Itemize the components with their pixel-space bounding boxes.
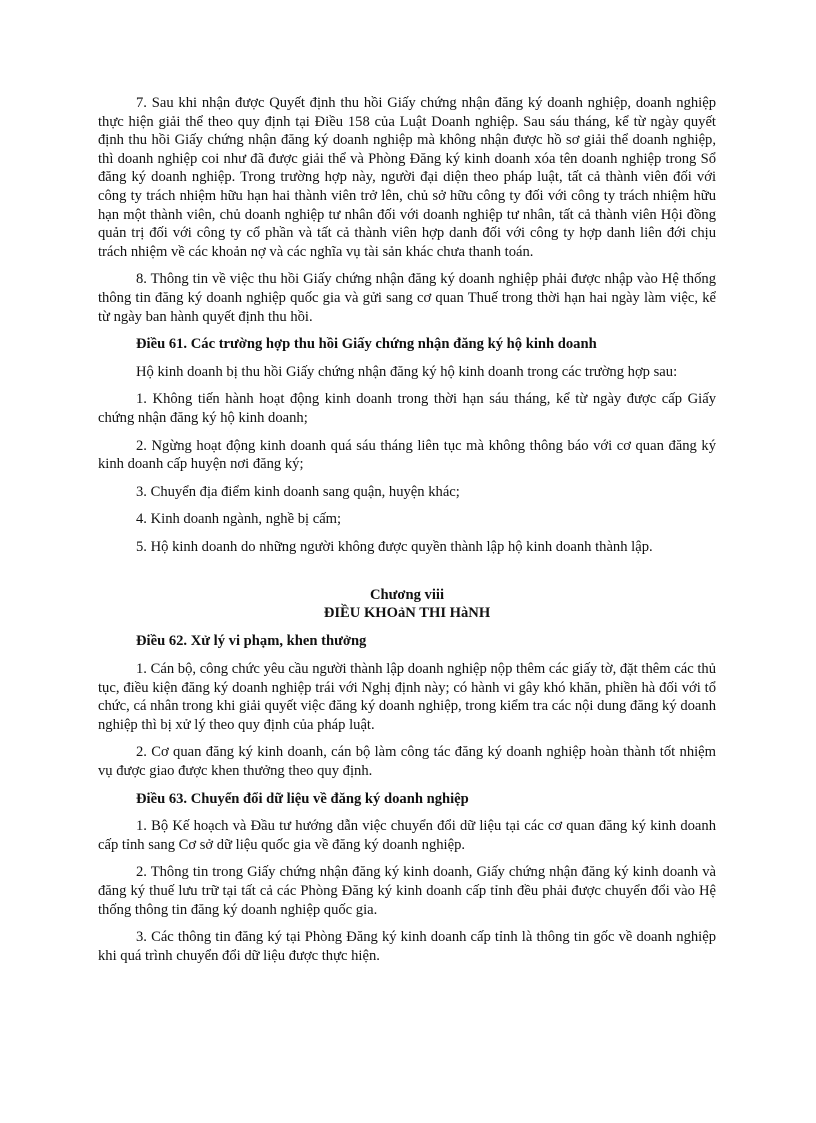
article-61-item-1: 1. Không tiến hành hoạt động kinh doanh trong thời hạn sáu tháng, kể từ ngày được cấp Giấy chứng nhận đăng ký hộ kinh doanh; bbox=[98, 391, 716, 426]
article-61-item-3: 3. Chuyển địa điểm kinh doanh sang quận, huyện khác; bbox=[136, 483, 460, 500]
article-63-item-2: 2. Thông tin trong Giấy chứng nhận đăng ký kinh doanh, Giấy chứng nhận đăng ký kinh doanh và đăng ký thuế lưu trữ tại tất cả các Phòng Đăng ký kinh doanh cấp tỉnh đều phải được chuyển đổi vào Hệ thống thông tin đăng ký doanh nghiệp quốc gia. bbox=[98, 864, 716, 918]
article-63-item-1: 1. Bộ Kế hoạch và Đầu tư hướng dẫn việc chuyển đổi dữ liệu tại các cơ quan đăng ký kinh doanh cấp tỉnh sang Cơ sở dữ liệu quốc gia về đăng ký doanh nghiệp. bbox=[98, 818, 716, 853]
article-61-item-4: 4. Kinh doanh ngành, nghề bị cấm; bbox=[136, 511, 342, 528]
article-62-heading: Điều 62. Xử lý vi phạm, khen thưởng bbox=[136, 633, 367, 650]
chapter-title: ĐIỀU KHOảN THI HàNH bbox=[323, 605, 491, 622]
article-61-intro: Hộ kinh doanh bị thu hồi Giấy chứng nhận đăng ký hộ kinh doanh trong các trường hợp sau: bbox=[136, 363, 678, 380]
article-62-item-1: 1. Cán bộ, công chức yêu cầu người thành lập doanh nghiệp nộp thêm các giấy tờ, đặt thêm các thủ tục, điều kiện đăng ký doanh nghiệp trái với Nghị định này; có hành vi gây khó khăn, phiền hà đối với tổ chức, cá nhân trong khi giải quyết việc đăng ký doanh nghiệp, trong kiểm tra các nội dung đăng ký doanh nghiệp thì bị xử lý theo quy định của pháp luật. bbox=[98, 661, 716, 733]
article-61-heading: Điều 61. Các trường hợp thu hồi Giấy chứng nhận đăng ký hộ kinh doanh bbox=[136, 336, 597, 353]
chapter-number: Chương viii bbox=[369, 587, 445, 604]
paragraph-7: 7. Sau khi nhận được Quyết định thu hồi Giấy chứng nhận đăng ký doanh nghiệp, doanh nghiệp thực hiện giải thể theo quy định tại Điều 158 của Luật Doanh nghiệp. Sau sáu tháng, kể từ ngày quyết định thu hồi Giấy chứng nhận đăng ký doanh nghiệp mà không nhận được hồ sơ giải thể doanh nghiệp, thì doanh nghiệp coi như đã được giải thể và Phòng Đăng ký kinh doanh xóa tên doanh nghiệp trong Sổ đăng ký doanh nghiệp. Trong trường hợp này, người đại diện theo pháp luật, tất cả thành viên đối với công ty trách nhiệm hữu hạn hai thành viên trở lên, chủ sở hữu công ty đối với công ty trách nhiệm hữu hạn một thành viên, chủ doanh nghiệp tư nhân đối với doanh nghiệp tư nhân, tất cả thành viên Hội đồng quản trị đối với công ty cổ phần và tất cả thành viên hợp danh đối với công ty hợp danh liên đới chịu trách nhiệm về các khoản nợ và các nghĩa vụ tài sản khác chưa thanh toán. bbox=[98, 95, 716, 260]
chapter-heading bbox=[98, 586, 716, 622]
article-61-item-5: 5. Hộ kinh doanh do những người không được quyền thành lập hộ kinh doanh thành lập. bbox=[136, 538, 653, 555]
article-63-heading: Điều 63. Chuyển đổi dữ liệu về đăng ký doanh nghiệp bbox=[136, 790, 469, 807]
paragraph-8: 8. Thông tin về việc thu hồi Giấy chứng nhận đăng ký doanh nghiệp phải được nhập vào Hệ thống thông tin đăng ký doanh nghiệp quốc gia và gửi sang cơ quan Thuế trong thời hạn hai ngày làm việc, kể từ ngày ban hành quyết định thu hồi. bbox=[98, 271, 716, 325]
article-62-item-2: 2. Cơ quan đăng ký kinh doanh, cán bộ làm công tác đăng ký doanh nghiệp hoàn thành tốt nhiệm vụ được giao được khen thưởng theo quy định. bbox=[98, 744, 716, 780]
article-63-item-3: 3. Các thông tin đăng ký tại Phòng Đăng ký kinh doanh cấp tỉnh là thông tin gốc về doanh nghiệp khi quá trình chuyển đổi dữ liệu được thực hiện. bbox=[98, 929, 716, 964]
article-61-item-2: 2. Ngừng hoạt động kinh doanh quá sáu tháng liên tục mà không thông báo với cơ quan đăng ký kinh doanh cấp huyện nơi đăng ký; bbox=[98, 437, 716, 473]
document-page bbox=[98, 94, 716, 974]
